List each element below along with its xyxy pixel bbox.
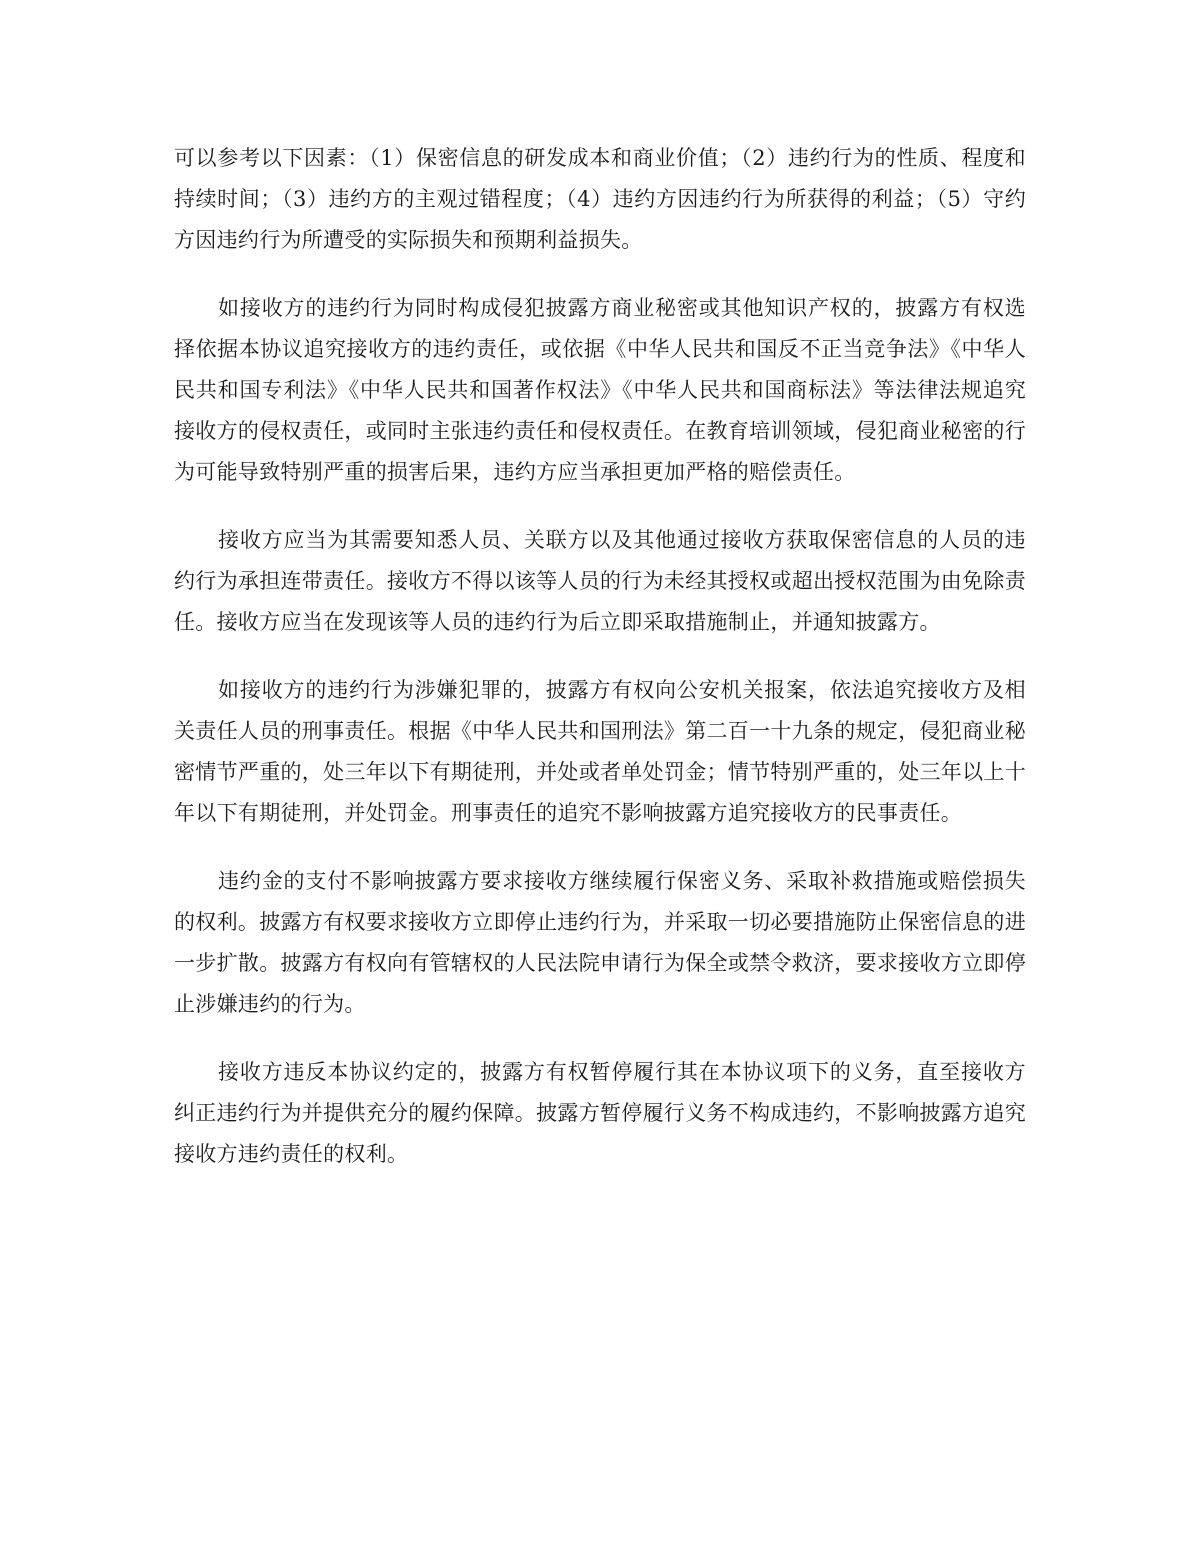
paragraph-suspension: 接收方违反本协议约定的，披露方有权暂停履行其在本协议项下的义务，直至接收方纠正违约行为并提供充分的履约保障。披露方暂停履行义务不构成违约，不影响披露方追究接收方违约责任的权利。 xyxy=(174,1060,1026,1166)
document-body xyxy=(174,138,1026,1175)
paragraph-criminal-liability: 如接收方的违约行为涉嫌犯罪的，披露方有权向公安机关报案，依法追究接收方及相关责任人员的刑事责任。根据《中华人民共和国刑法》第二百一十九条的规定，侵犯商业秘密情节严重的，处三年以下有期徒刑，并处或者单处罚金；情节特别严重的，处三年以上十年以下有期徒刑，并处罚金。刑事责任的追究不影响披露方追究接收方的民事责任。 xyxy=(174,678,1026,825)
paragraph-factors: 可以参考以下因素：（1）保密信息的研发成本和商业价值；（2）违约行为的性质、程度和持续时间；（3）违约方的主观过错程度；（4）违约方因违约行为所获得的利益；（5）守约方因违约行为所遭受的实际损失和预期利益损失。 xyxy=(174,146,1026,252)
paragraph-remedies: 违约金的支付不影响披露方要求接收方继续履行保密义务、采取补救措施或赔偿损失的权利。披露方有权要求接收方立即停止违约行为，并采取一切必要措施防止保密信息的进一步扩散。披露方有权向有管辖权的人民法院申请行为保全或禁令救济，要求接收方立即停止涉嫌违约的行为。 xyxy=(174,869,1026,1016)
paragraph-joint-liability: 接收方应当为其需要知悉人员、关联方以及其他通过接收方获取保密信息的人员的违约行为承担连带责任。接收方不得以该等人员的行为未经其授权或超出授权范围为由免除责任。接收方应当在发现该等人员的违约行为后立即采取措施制止，并通知披露方。 xyxy=(174,528,1026,634)
paragraph-infringement: 如接收方的违约行为同时构成侵犯披露方商业秘密或其他知识产权的，披露方有权选择依据本协议追究接收方的违约责任，或依据《中华人民共和国反不正当竞争法》《中华人民共和国专利法》《中华人民共和国著作权法》《中华人民共和国商标法》等法律法规追究接收方的侵权责任，或同时主张违约责任和侵权责任。在教育培训领域，侵犯商业秘密的行为可能导致特别严重的损害后果，违约方应当承担更加严格的赔偿责任。 xyxy=(174,296,1026,484)
